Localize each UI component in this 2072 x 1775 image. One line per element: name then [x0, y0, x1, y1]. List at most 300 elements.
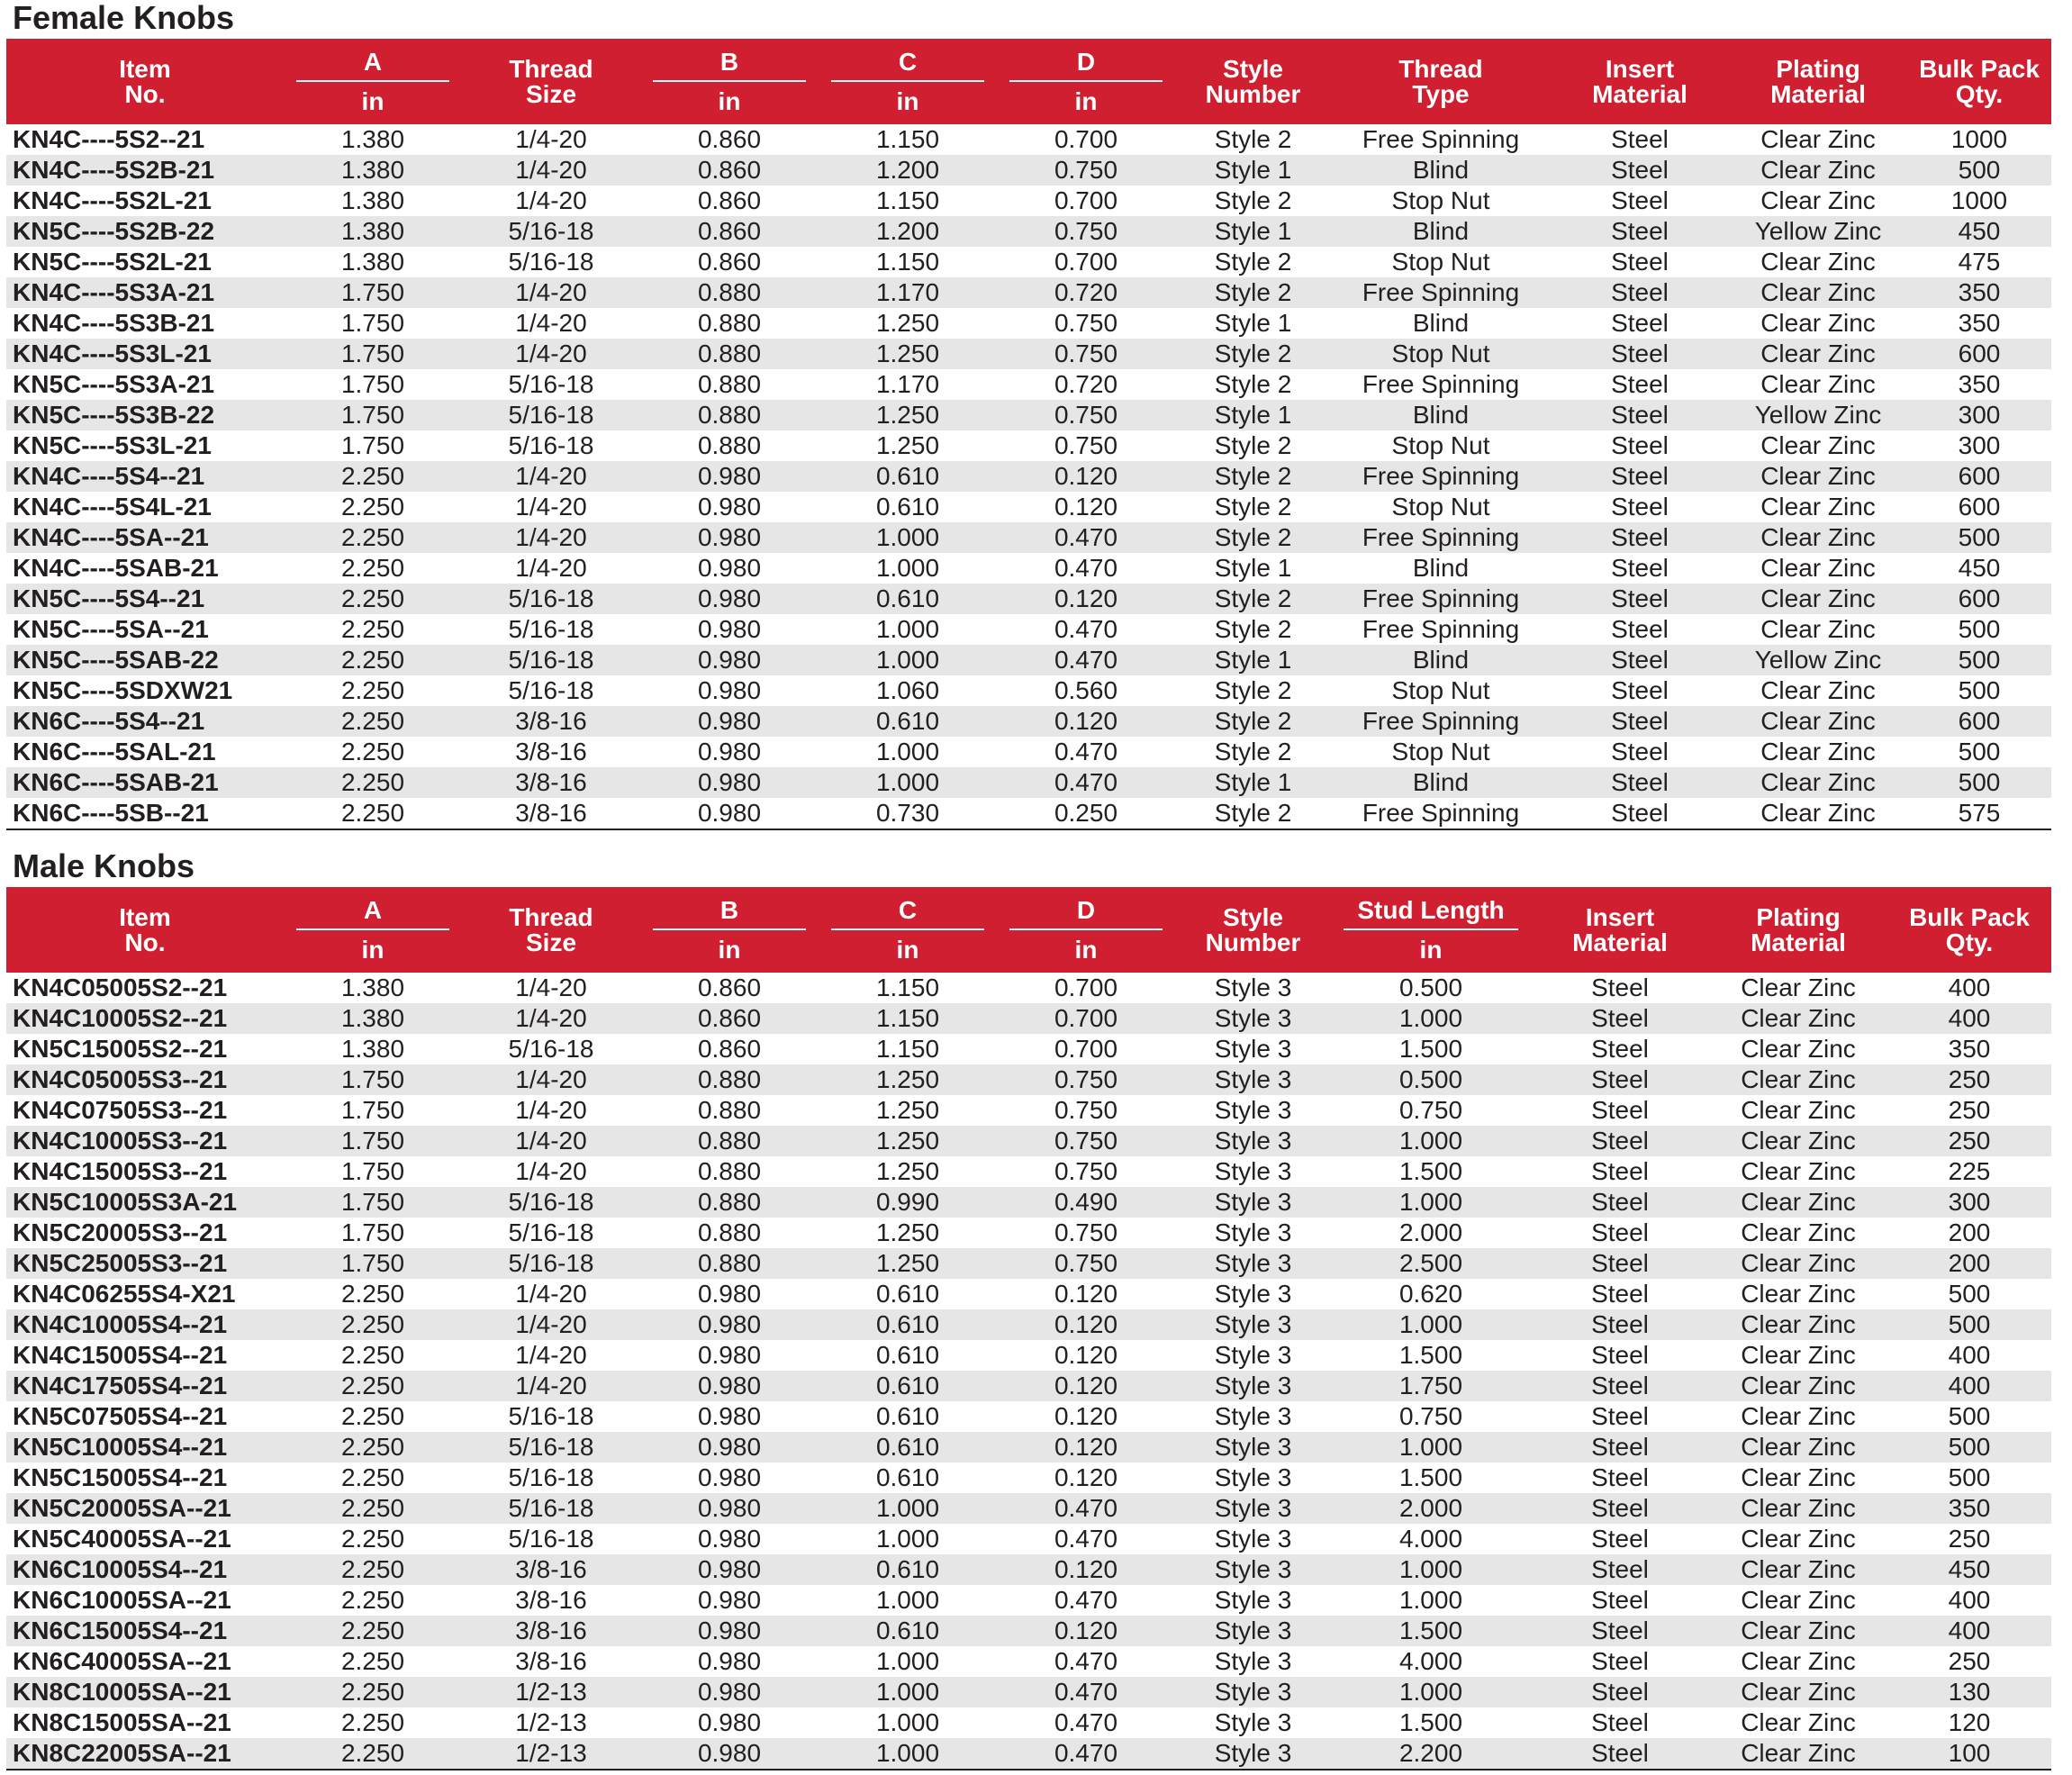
cell-plating-material: Clear Zinc [1709, 1554, 1887, 1585]
cell-b: 0.880 [640, 1248, 819, 1279]
cell-style-number: Style 2 [1175, 584, 1331, 614]
cell-style-number: Style 3 [1214, 1402, 1292, 1430]
cell-d: 0.750 [997, 216, 1175, 247]
cell-stud-length: 1.000 [1331, 1003, 1531, 1034]
cell-item-no: KN5C10005S4--21 [6, 1432, 284, 1463]
cell-d: 0.700 [997, 1003, 1175, 1034]
header-insert-material [1551, 39, 1729, 124]
cell-style-number: Style 3 [1175, 1677, 1331, 1707]
table-row [6, 522, 2051, 553]
cell-b: 0.980 [640, 1493, 819, 1524]
cell-a: 1.750 [284, 1248, 462, 1279]
table-row [6, 737, 2051, 767]
cell-item-no: KN4C10005S2--21 [6, 1003, 284, 1034]
cell-item-no: KN5C----5S2L-21 [13, 248, 212, 276]
cell-c: 1.200 [819, 216, 997, 247]
cell-bulk-pack-qty: 450 [1907, 216, 2051, 247]
cell-plating-material: Clear Zinc [1741, 974, 1856, 1001]
cell-plating-material: Clear Zinc [1709, 1187, 1887, 1218]
cell-bulk-pack-qty: 350 [1958, 309, 2001, 337]
cell-stud-length: 0.620 [1398, 1280, 1463, 1308]
table-row [6, 1218, 2051, 1248]
cell-thread-size: 1/4-20 [462, 1126, 640, 1156]
cell-c: 1.250 [875, 309, 940, 337]
cell-plating-material: Clear Zinc [1729, 155, 1907, 186]
cell-a: 2.250 [284, 1738, 462, 1770]
cell-thread-size: 1/4-20 [515, 186, 587, 214]
cell-bulk-pack-qty: 225 [1948, 1157, 1991, 1185]
header-thread-size [462, 887, 640, 973]
cell-item-no: KN6C----5S4--21 [6, 706, 284, 737]
cell-insert-material: Steel [1551, 522, 1729, 553]
cell-bulk-pack-qty: 600 [1907, 584, 2051, 614]
cell-thread-size: 5/16-18 [508, 1402, 594, 1430]
cell-b: 0.880 [640, 1126, 819, 1156]
header-label: Size [525, 928, 577, 956]
cell-insert-material: Steel [1591, 1402, 1649, 1430]
cell-insert-material: Steel [1591, 1647, 1649, 1675]
cell-style-number: Style 3 [1214, 974, 1292, 1001]
header-label: C [831, 50, 984, 82]
cell-bulk-pack-qty: 500 [1958, 738, 2001, 765]
cell-thread-size: 1/4-20 [462, 1064, 640, 1095]
table-row [6, 1156, 2051, 1187]
cell-c: 1.250 [819, 1064, 997, 1095]
cell-a: 2.250 [284, 645, 462, 675]
cell-insert-material: Steel [1591, 1096, 1649, 1124]
cell-item-no: KN4C15005S4--21 [13, 1341, 228, 1369]
cell-b: 0.980 [697, 738, 762, 765]
cell-bulk-pack-qty: 500 [1907, 522, 2051, 553]
cell-b: 0.980 [697, 1586, 762, 1614]
cell-item-no: KN4C----5S2L-21 [13, 186, 212, 214]
cell-thread-type: Free Spinning [1362, 125, 1520, 153]
cell-d: 0.750 [997, 155, 1175, 186]
cell-plating-material: Clear Zinc [1741, 1586, 1856, 1614]
cell-style-number: Style 2 [1214, 431, 1292, 459]
cell-a: 1.750 [284, 1187, 462, 1218]
cell-bulk-pack-qty: 450 [1887, 1554, 2051, 1585]
cell-d: 0.700 [1054, 1035, 1118, 1063]
cell-style-number: Style 3 [1175, 1493, 1331, 1524]
cell-c: 1.250 [875, 1096, 940, 1124]
cell-style-number: Style 3 [1175, 1616, 1331, 1646]
cell-style-number: Style 2 [1214, 738, 1292, 765]
cell-c: 0.610 [819, 1432, 997, 1463]
cell-b: 0.980 [640, 461, 819, 492]
cell-item-no: KN5C----5S3A-21 [13, 370, 215, 398]
cell-a: 2.250 [284, 798, 462, 829]
cell-insert-material: Steel [1531, 1371, 1709, 1401]
cell-b: 0.980 [640, 1371, 819, 1401]
cell-item-no: KN6C----5SB--21 [6, 798, 284, 829]
cell-plating-material: Clear Zinc [1760, 370, 1876, 398]
cell-thread-size: 1/2-13 [515, 1708, 587, 1736]
cell-stud-length: 0.750 [1398, 1096, 1463, 1124]
cell-bulk-pack-qty: 400 [1948, 1341, 1991, 1369]
cell-bulk-pack-qty: 450 [1958, 554, 2001, 582]
cell-bulk-pack-qty: 250 [1948, 1096, 1991, 1124]
cell-stud-length: 0.500 [1331, 1064, 1531, 1095]
cell-d: 0.470 [997, 522, 1175, 553]
cell-item-no: KN4C10005S3--21 [6, 1126, 284, 1156]
cell-insert-material: Steel [1551, 216, 1729, 247]
cell-item-no: KN4C----5S4L-21 [13, 493, 212, 521]
cell-plating-material: Clear Zinc [1760, 493, 1876, 521]
cell-a: 2.250 [284, 584, 462, 614]
header-thread-type [1331, 39, 1551, 124]
cell-insert-material: Steel [1551, 155, 1729, 186]
cell-thread-type: Blind [1331, 155, 1551, 186]
cell-b: 0.880 [640, 1064, 819, 1095]
cell-d: 0.750 [1054, 1218, 1118, 1246]
cell-c: 1.000 [875, 554, 940, 582]
cell-thread-size: 1/4-20 [515, 1096, 587, 1124]
cell-a: 2.250 [340, 1402, 405, 1430]
header-label: Bulk Pack [1909, 902, 2030, 931]
cell-a: 1.750 [284, 400, 462, 430]
cell-plating-material: Clear Zinc [1741, 1341, 1856, 1369]
cell-thread-type: Blind [1331, 767, 1551, 798]
table-row [6, 461, 2051, 492]
cell-insert-material: Steel [1531, 1126, 1709, 1156]
cell-thread-type: Blind [1412, 554, 1470, 582]
female-table-body [6, 124, 2051, 829]
table-row [6, 584, 2051, 614]
cell-c: 1.250 [819, 400, 997, 430]
cell-item-no: KN8C22005SA--21 [6, 1738, 284, 1770]
cell-plating-material: Clear Zinc [1729, 798, 1907, 829]
header-label: A [296, 50, 449, 82]
cell-plating-material: Clear Zinc [1760, 309, 1876, 337]
cell-bulk-pack-qty: 400 [1887, 1003, 2051, 1034]
cell-insert-material: Steel [1591, 1157, 1649, 1185]
cell-thread-size: 1/4-20 [462, 339, 640, 369]
cell-thread-size: 5/16-18 [462, 400, 640, 430]
cell-plating-material: Clear Zinc [1729, 277, 1907, 308]
cell-stud-length: 1.000 [1398, 1586, 1463, 1614]
cell-thread-size: 1/4-20 [462, 277, 640, 308]
cell-thread-size: 5/16-18 [462, 216, 640, 247]
cell-b: 0.880 [640, 400, 819, 430]
cell-style-number: Style 3 [1175, 1554, 1331, 1585]
cell-a: 1.750 [340, 1157, 405, 1185]
header-label: B [653, 50, 806, 82]
cell-c: 0.610 [819, 706, 997, 737]
cell-bulk-pack-qty: 600 [1907, 706, 2051, 737]
cell-a: 2.250 [284, 1432, 462, 1463]
cell-b: 0.980 [697, 1525, 762, 1553]
cell-stud-length: 2.200 [1331, 1738, 1531, 1770]
cell-insert-material: Steel [1551, 277, 1729, 308]
cell-c: 1.150 [875, 186, 940, 214]
cell-item-no: KN5C15005S4--21 [13, 1463, 228, 1491]
cell-plating-material: Clear Zinc [1760, 676, 1876, 704]
cell-stud-length: 1.500 [1331, 1616, 1531, 1646]
cell-insert-material: Steel [1591, 1218, 1649, 1246]
header-label: No. [124, 79, 166, 108]
cell-c: 1.200 [819, 155, 997, 186]
cell-item-no: KN4C15005S3--21 [13, 1157, 228, 1185]
cell-b: 0.980 [697, 1463, 762, 1491]
cell-b: 0.860 [697, 248, 762, 276]
cell-bulk-pack-qty: 1000 [1950, 186, 2008, 214]
table-row [6, 973, 2051, 1003]
female-knobs-table [6, 39, 2051, 830]
cell-a: 1.750 [340, 370, 405, 398]
cell-bulk-pack-qty: 500 [1907, 767, 2051, 798]
cell-a: 2.250 [340, 1525, 405, 1553]
cell-b: 0.980 [640, 1309, 819, 1340]
cell-thread-type: Free Spinning [1331, 706, 1551, 737]
cell-d: 0.560 [1054, 676, 1118, 704]
cell-d: 0.120 [997, 461, 1175, 492]
table-row [6, 645, 2051, 675]
cell-plating-material: Clear Zinc [1729, 706, 1907, 737]
cell-style-number: Style 3 [1175, 1187, 1331, 1218]
cell-insert-material: Steel [1611, 309, 1669, 337]
male-header-row [6, 887, 2051, 973]
cell-bulk-pack-qty: 475 [1958, 248, 2001, 276]
cell-item-no: KN8C15005SA--21 [13, 1708, 231, 1736]
cell-plating-material: Clear Zinc [1741, 1096, 1856, 1124]
cell-c: 1.060 [875, 676, 940, 704]
cell-thread-type: Stop Nut [1391, 431, 1490, 459]
cell-bulk-pack-qty: 500 [1948, 1463, 1991, 1491]
cell-stud-length: 2.000 [1398, 1218, 1463, 1246]
cell-thread-size: 1/4-20 [515, 1341, 587, 1369]
header-label: Number [1205, 928, 1301, 956]
table-row [6, 1677, 2051, 1707]
cell-c: 1.250 [819, 1126, 997, 1156]
cell-item-no: KN5C40005SA--21 [13, 1525, 231, 1553]
cell-d: 0.470 [997, 1738, 1175, 1770]
cell-d: 0.750 [997, 400, 1175, 430]
cell-thread-size: 3/8-16 [462, 1554, 640, 1585]
table-row [6, 767, 2051, 798]
cell-plating-material: Clear Zinc [1729, 584, 1907, 614]
cell-thread-type: Blind [1331, 216, 1551, 247]
cell-thread-size: 5/16-18 [508, 676, 594, 704]
cell-b: 0.980 [640, 798, 819, 829]
cell-d: 0.470 [1054, 1647, 1118, 1675]
cell-bulk-pack-qty: 400 [1948, 1586, 1991, 1614]
cell-a: 1.750 [340, 309, 405, 337]
cell-thread-size: 3/8-16 [515, 1586, 587, 1614]
cell-style-number: Style 1 [1214, 554, 1292, 582]
cell-insert-material: Steel [1591, 1341, 1649, 1369]
cell-d: 0.700 [1054, 248, 1118, 276]
cell-thread-type: Stop Nut [1391, 738, 1490, 765]
cell-item-no: KN6C----5SAL-21 [13, 738, 216, 765]
cell-style-number: Style 3 [1214, 1463, 1292, 1491]
cell-item-no: KN5C07505S4--21 [13, 1402, 228, 1430]
cell-thread-size: 5/16-18 [462, 645, 640, 675]
table-row [6, 1554, 2051, 1585]
cell-style-number: Style 1 [1214, 309, 1292, 337]
cell-style-number: Style 3 [1214, 1157, 1292, 1185]
cell-thread-size: 1/2-13 [462, 1738, 640, 1770]
header-thread-size [462, 39, 640, 124]
cell-style-number: Style 2 [1214, 186, 1292, 214]
cell-plating-material: Clear Zinc [1741, 1708, 1856, 1736]
cell-style-number: Style 3 [1175, 1126, 1331, 1156]
header-unit: in [361, 935, 385, 964]
cell-insert-material: Steel [1591, 1035, 1649, 1063]
cell-a: 2.250 [284, 706, 462, 737]
cell-thread-size: 5/16-18 [508, 1525, 594, 1553]
header-label: Size [525, 79, 577, 108]
cell-bulk-pack-qty: 500 [1948, 1402, 1991, 1430]
cell-b: 0.860 [640, 155, 819, 186]
cell-plating-material: Clear Zinc [1741, 1647, 1856, 1675]
cell-item-no: KN4C05005S3--21 [6, 1064, 284, 1095]
header-label: Material [1751, 928, 1846, 956]
cell-thread-type: Free Spinning [1331, 277, 1551, 308]
cell-item-no: KN5C----5S4--21 [6, 584, 284, 614]
cell-style-number: Style 2 [1175, 461, 1331, 492]
cell-bulk-pack-qty: 350 [1907, 277, 2051, 308]
cell-b: 0.860 [697, 1035, 762, 1063]
cell-a: 1.380 [284, 1003, 462, 1034]
table-row [6, 1524, 2051, 1554]
cell-bulk-pack-qty: 500 [1907, 645, 2051, 675]
cell-a: 1.380 [340, 186, 405, 214]
male-table-body [6, 973, 2051, 1770]
table-row [6, 798, 2051, 829]
cell-a: 1.380 [284, 216, 462, 247]
header-label: Bulk Pack [1919, 54, 2040, 83]
cell-c: 1.150 [875, 1035, 940, 1063]
cell-item-no: KN6C15005S4--21 [6, 1616, 284, 1646]
cell-thread-type: Stop Nut [1391, 676, 1490, 704]
cell-c: 1.170 [819, 277, 997, 308]
cell-b: 0.880 [697, 1157, 762, 1185]
cell-b: 0.980 [640, 1432, 819, 1463]
cell-bulk-pack-qty: 300 [1887, 1187, 2051, 1218]
cell-thread-size: 5/16-18 [508, 248, 594, 276]
cell-insert-material: Steel [1531, 1309, 1709, 1340]
cell-plating-material: Clear Zinc [1729, 522, 1907, 553]
cell-b: 0.880 [640, 339, 819, 369]
cell-a: 2.250 [340, 1708, 405, 1736]
cell-thread-type: Stop Nut [1391, 248, 1490, 276]
cell-thread-size: 5/16-18 [508, 1035, 594, 1063]
cell-style-number: Style 3 [1214, 1218, 1292, 1246]
table-row [6, 339, 2051, 369]
cell-item-no: KN6C10005SA--21 [13, 1586, 231, 1614]
cell-plating-material: Clear Zinc [1741, 1035, 1856, 1063]
cell-d: 0.470 [1054, 554, 1118, 582]
cell-a: 1.380 [284, 155, 462, 186]
header-insert-material [1531, 887, 1709, 973]
cell-b: 0.860 [697, 974, 762, 1001]
cell-b: 0.980 [697, 1280, 762, 1308]
table-row [6, 1463, 2051, 1493]
cell-d: 0.470 [1054, 615, 1118, 643]
cell-insert-material: Steel [1611, 370, 1669, 398]
cell-bulk-pack-qty: 500 [1958, 615, 2001, 643]
cell-c: 1.000 [819, 522, 997, 553]
cell-c: 0.730 [819, 798, 997, 829]
cell-c: 1.170 [875, 370, 940, 398]
cell-thread-size: 5/16-18 [462, 1248, 640, 1279]
header-d [997, 39, 1175, 124]
cell-insert-material: Steel [1611, 248, 1669, 276]
cell-item-no: KN6C----5SAB-21 [6, 767, 284, 798]
cell-bulk-pack-qty: 600 [1907, 461, 2051, 492]
cell-d: 0.490 [997, 1187, 1175, 1218]
cell-c: 1.000 [875, 1525, 940, 1553]
cell-bulk-pack-qty: 200 [1948, 1218, 1991, 1246]
cell-item-no: KN5C----5S3B-22 [6, 400, 284, 430]
cell-c: 1.000 [819, 645, 997, 675]
table-row [6, 430, 2051, 461]
cell-a: 1.750 [284, 1126, 462, 1156]
cell-a: 2.250 [284, 1309, 462, 1340]
cell-a: 1.750 [340, 1218, 405, 1246]
cell-thread-type: Free Spinning [1331, 522, 1551, 553]
cell-c: 0.610 [819, 1554, 997, 1585]
header-label: B [653, 898, 806, 930]
cell-item-no: KN4C----5S3L-21 [6, 339, 284, 369]
table-row [6, 1340, 2051, 1371]
cell-a: 1.380 [340, 248, 405, 276]
cell-item-no: KN6C10005S4--21 [6, 1554, 284, 1585]
header-c [819, 887, 997, 973]
cell-plating-material: Clear Zinc [1709, 1371, 1887, 1401]
cell-thread-size: 1/2-13 [462, 1677, 640, 1707]
cell-d: 0.120 [997, 1554, 1175, 1585]
cell-d: 0.120 [1054, 1402, 1118, 1430]
cell-item-no: KN5C20005S3--21 [13, 1218, 228, 1246]
header-label: Plating [1756, 902, 1841, 931]
table-row [6, 1432, 2051, 1463]
table-row [6, 1064, 2051, 1095]
cell-insert-material: Steel [1531, 1064, 1709, 1095]
female-knobs-title: Female Knobs [13, 0, 235, 36]
cell-d: 0.120 [997, 1432, 1175, 1463]
cell-b: 0.880 [697, 370, 762, 398]
cell-insert-material: Steel [1551, 645, 1729, 675]
header-label: Stud Length [1344, 898, 1518, 930]
cell-style-number: Style 3 [1214, 1586, 1292, 1614]
cell-stud-length: 2.000 [1331, 1493, 1531, 1524]
cell-c: 1.000 [875, 1647, 940, 1675]
cell-thread-size: 3/8-16 [515, 1647, 587, 1675]
cell-d: 0.750 [997, 1248, 1175, 1279]
cell-plating-material: Clear Zinc [1741, 1280, 1856, 1308]
cell-thread-type: Free Spinning [1362, 615, 1520, 643]
table-row [6, 1616, 2051, 1646]
cell-c: 0.610 [819, 584, 997, 614]
cell-item-no: KN4C----5S2B-21 [6, 155, 284, 186]
cell-d: 0.120 [997, 1371, 1175, 1401]
table-row [6, 369, 2051, 400]
cell-style-number: Style 3 [1175, 1432, 1331, 1463]
cell-thread-size: 1/4-20 [462, 1309, 640, 1340]
cell-plating-material: Clear Zinc [1709, 1248, 1887, 1279]
cell-style-number: Style 3 [1214, 1341, 1292, 1369]
table-row [6, 247, 2051, 277]
header-label: Material [1592, 79, 1687, 108]
cell-plating-material: Clear Zinc [1760, 615, 1876, 643]
table-row [6, 277, 2051, 308]
cell-plating-material: Clear Zinc [1741, 1402, 1856, 1430]
cell-insert-material: Steel [1531, 1554, 1709, 1585]
table-row [6, 1003, 2051, 1034]
cell-bulk-pack-qty: 400 [1887, 1371, 2051, 1401]
